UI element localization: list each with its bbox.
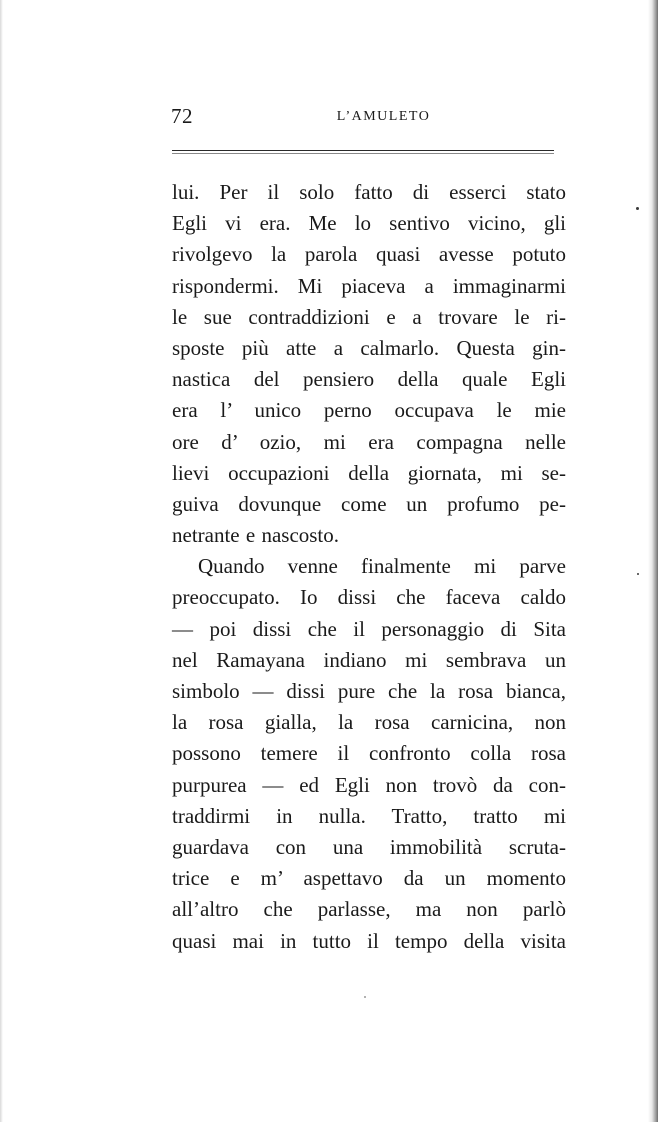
text-line: traddirmi in nulla. Tratto, tratto mi <box>172 803 566 828</box>
running-head: L’AMULETO <box>336 109 431 124</box>
text-line: le sue contraddizioni e a trovare le ri- <box>172 304 566 329</box>
scan-speck <box>636 207 639 210</box>
text-line: possono temere il confronto colla rosa <box>172 741 566 766</box>
text-line: Quando venne finalmente mi parve <box>198 554 566 579</box>
text-line: la rosa gialla, la rosa carnicina, non <box>172 710 566 735</box>
page-right-edge-shadow <box>648 0 658 1122</box>
text-line: netrante e nascosto. <box>172 523 340 548</box>
text-line: rispondermi. Mi piaceva a immaginarmi <box>172 273 566 298</box>
text-line: era l’ unico perno occupava le mie <box>172 398 566 423</box>
text-line: nel Ramayana indiano mi sembrava un <box>172 647 566 672</box>
text-line: lievi occupazioni della giornata, mi se- <box>172 460 566 485</box>
scan-speck <box>364 996 366 998</box>
paragraph-2 <box>172 551 566 956</box>
header-rule <box>172 150 554 151</box>
page-number: 72 <box>171 104 193 128</box>
scan-speck <box>637 573 639 575</box>
page-left-edge-shadow <box>0 0 3 1122</box>
text-line: guiva dovunque come un profumo pe- <box>172 491 566 516</box>
paragraph-1 <box>172 177 566 551</box>
text-line: lui. Per il solo fatto di esserci stato <box>172 180 566 204</box>
text-line: all’altro che parlasse, ma non parlò <box>172 897 566 922</box>
page-header <box>171 104 566 132</box>
text-line: trice e m’ aspettavo da un momento <box>172 866 566 891</box>
text-line: ore d’ ozio, mi era compagna nelle <box>172 429 566 454</box>
text-line: guardava con una immobilità scruta- <box>172 834 566 859</box>
text-line: simbolo — dissi pure che la rosa bianca, <box>172 679 566 703</box>
text-line: — poi dissi che il personaggio di Sita <box>172 616 566 641</box>
text-line: quasi mai in tutto il tempo della visita <box>172 928 566 953</box>
text-line: preoccupato. Io dissi che faceva caldo <box>172 585 566 610</box>
text-line: rivolgevo la parola quasi avesse potuto <box>172 242 566 267</box>
text-line: nastica del pensiero della quale Egli <box>172 367 566 392</box>
body-text <box>172 177 566 957</box>
text-line: Egli vi era. Me lo sentivo vicino, gli <box>172 211 566 236</box>
text-line: purpurea — ed Egli non trovò da con- <box>172 772 566 797</box>
text-line: sposte più atte a calmarlo. Questa gin- <box>172 335 566 360</box>
header-rule-secondary <box>172 153 554 154</box>
